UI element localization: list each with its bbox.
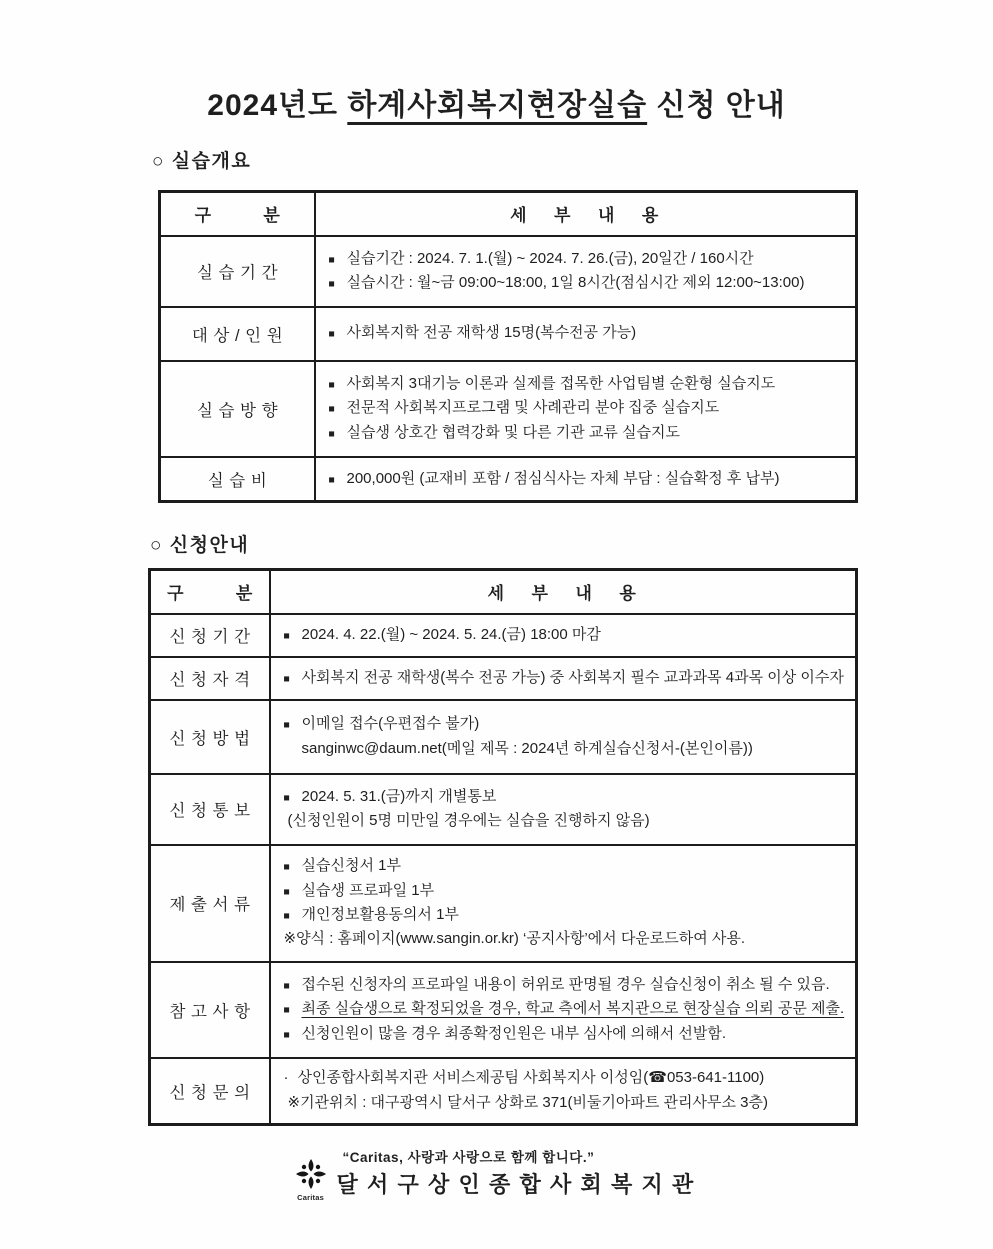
organization-name: 달서구상인종합사회복지관: [336, 1172, 703, 1197]
caritas-quote: “Caritas, 사랑과 사랑으로 함께 합니다.”: [342, 1150, 595, 1165]
row-details: [315, 457, 857, 502]
row-label: 참고사항: [150, 962, 270, 1058]
footer-inner: [291, 1146, 703, 1202]
detail-line: [284, 879, 848, 903]
detail-line: [284, 737, 848, 761]
table-row: [150, 1058, 857, 1125]
dot-bullet-icon: ·: [283, 1069, 289, 1087]
row-details: [315, 307, 857, 361]
detail-line: [284, 712, 848, 736]
detail-line: [329, 372, 848, 396]
detail-line: [284, 973, 848, 997]
row-details: [270, 1058, 857, 1125]
square-bullet-icon: ■: [328, 473, 335, 486]
table-row: [150, 845, 857, 962]
detail-text: 실습신청서 1부: [301, 857, 401, 875]
detail-text: 상인종합사회복지관 서비스제공팀 사회복지사 이성임(☎053-641-1100): [297, 1069, 765, 1087]
square-bullet-icon: ■: [283, 791, 290, 804]
detail-line: [329, 321, 848, 345]
page-title: [0, 80, 993, 124]
detail-line: [329, 247, 848, 271]
detail-text: 사회복지 전공 재학생(복수 전공 가능) 중 사회복지 필수 교과과목 4과목 이상 이수자: [301, 668, 844, 686]
row-details: [270, 774, 857, 845]
detail-line: [284, 854, 848, 878]
detail-line: [284, 997, 848, 1021]
col-header-category: 구 분: [150, 570, 270, 614]
detail-text: sanginwc@daum.net(메일 제목 : 2024년 하계실습신청서-(본인이름)): [301, 739, 753, 757]
row-label: 대상/인원: [160, 307, 315, 361]
detail-text: 최종 실습생으로 확정되었을 경우, 학교 측에서 복지관으로 현장실습 의뢰 공문 제출.: [301, 1000, 845, 1018]
detail-text: (신청인원이 5명 미만일 경우에는 실습을 진행하지 않음): [287, 812, 650, 829]
table-row: [150, 962, 857, 1058]
detail-text: 이메일 접수(우편접수 불가): [301, 715, 480, 733]
detail-line: [284, 666, 848, 690]
row-label: 실습기간: [160, 236, 315, 307]
detail-text: 신청인원이 많을 경우 최종확정인원은 내부 심사에 의해서 선발함.: [301, 1024, 727, 1042]
row-label: 실습방향: [160, 361, 315, 457]
row-label: 제출서류: [150, 845, 270, 962]
row-label: 실습비: [160, 457, 315, 502]
square-bullet-icon: ■: [283, 672, 290, 685]
square-bullet-icon: ■: [283, 1028, 290, 1041]
row-details: [315, 236, 857, 307]
row-details: [270, 614, 857, 657]
table-header-row: [150, 570, 857, 614]
overview-table: [158, 190, 858, 503]
detail-text: 접수된 신청자의 프로파일 내용이 허위로 판명될 경우 실습신청이 취소 될 수 있음.: [301, 976, 830, 994]
table-row: [160, 457, 857, 502]
table-row: [150, 614, 857, 657]
square-bullet-icon: ■: [328, 328, 335, 341]
square-bullet-icon: ■: [328, 427, 335, 440]
detail-line: [284, 1091, 848, 1115]
footer: [0, 1146, 993, 1202]
footer-text: [337, 1146, 703, 1199]
detail-text: 개인정보활용동의서 1부: [301, 906, 459, 923]
detail-line: [329, 396, 848, 420]
table-row: [160, 307, 857, 361]
square-bullet-icon: ■: [283, 1004, 290, 1017]
square-bullet-icon: ■: [328, 278, 335, 290]
row-details: [270, 962, 857, 1058]
square-bullet-icon: ■: [328, 253, 335, 266]
title-suffix: 신청 안내: [647, 89, 786, 123]
caritas-cross-icon: [295, 1158, 327, 1190]
detail-text: 실습기간 : 2024. 7. 1.(월) ~ 2024. 7. 26.(금), 20일간 / 160시간: [346, 249, 754, 267]
detail-text: 실습생 프로파일 1부: [301, 881, 435, 899]
title-underlined: 하계사회복지현장실습: [347, 89, 648, 123]
row-details: [270, 657, 857, 700]
detail-text: 200,000원 (교재비 포함 / 점심식사는 자체 부담 : 실습확정 후 납부): [346, 469, 780, 487]
detail-text: 2024. 5. 31.(금)까지 개별통보: [301, 787, 497, 805]
detail-line: [284, 809, 848, 833]
caritas-logo: [291, 1158, 331, 1202]
caritas-logo-caption: Caritas: [297, 1193, 324, 1202]
square-bullet-icon: ■: [328, 379, 335, 392]
detail-text: 사회복지 3대기능 이론과 실제를 접목한 사업팀별 순환형 실습지도: [346, 375, 776, 393]
row-label: 신청문의: [150, 1058, 270, 1125]
square-bullet-icon: ■: [283, 629, 290, 642]
square-bullet-icon: ■: [283, 910, 290, 922]
row-details: [270, 700, 857, 774]
row-label: 신청자격: [150, 657, 270, 700]
section-heading-apply: ○ 신청안내: [150, 535, 250, 556]
detail-line: [284, 903, 848, 927]
detail-line: [329, 271, 848, 295]
table-row: [160, 236, 857, 307]
section-heading-overview: ○ 실습개요: [152, 151, 252, 172]
detail-text: ※기관위치 : 대구광역시 달서구 상화로 371(비둘기아파트 관리사무소 3층): [287, 1093, 769, 1111]
title-prefix: 2024년도: [207, 89, 348, 123]
detail-line: [329, 467, 848, 491]
table-row: [150, 774, 857, 845]
col-header-category: 구 분: [160, 192, 315, 236]
detail-text: 2024. 4. 22.(월) ~ 2024. 5. 24.(금) 18:00 마감: [301, 625, 601, 643]
detail-text: 전문적 사회복지프로그램 및 사례관리 분야 집중 실습지도: [346, 399, 720, 417]
apply-table: [148, 568, 858, 1126]
detail-text: ※양식 : 홈페이지(www.sangin.or.kr) ‘공지사항’에서 다운로드하여 사용.: [283, 930, 746, 948]
square-bullet-icon: ■: [283, 861, 290, 874]
table-row: [150, 700, 857, 774]
detail-text: 사회복지학 전공 재학생 15명(복수전공 가능): [346, 324, 637, 342]
square-bullet-icon: ■: [283, 885, 290, 898]
square-bullet-icon: ■: [328, 403, 335, 416]
detail-line: [284, 623, 848, 647]
table-header-row: [160, 192, 857, 236]
table-row: [150, 657, 857, 700]
detail-text: 실습생 상호간 협력강화 및 다른 기관 교류 실습지도: [346, 423, 680, 441]
detail-line: [284, 927, 848, 951]
detail-line: [284, 1066, 848, 1090]
row-label: 신청방법: [150, 700, 270, 774]
row-details: [315, 361, 857, 457]
row-label: 신청기간: [150, 614, 270, 657]
detail-text: 실습시간 : 월~금 09:00~18:00, 1일 8시간(점심시간 제외 12:00~13:00): [346, 274, 805, 291]
row-label: 신청통보: [150, 774, 270, 845]
col-header-details: 세 부 내 용: [315, 192, 857, 236]
table-row: [160, 361, 857, 457]
detail-line: [329, 421, 848, 445]
col-header-details: 세 부 내 용: [270, 570, 857, 614]
square-bullet-icon: ■: [283, 719, 290, 732]
detail-line: [284, 785, 848, 809]
row-details: [270, 845, 857, 962]
detail-line: [284, 1022, 848, 1046]
square-bullet-icon: ■: [283, 980, 290, 993]
